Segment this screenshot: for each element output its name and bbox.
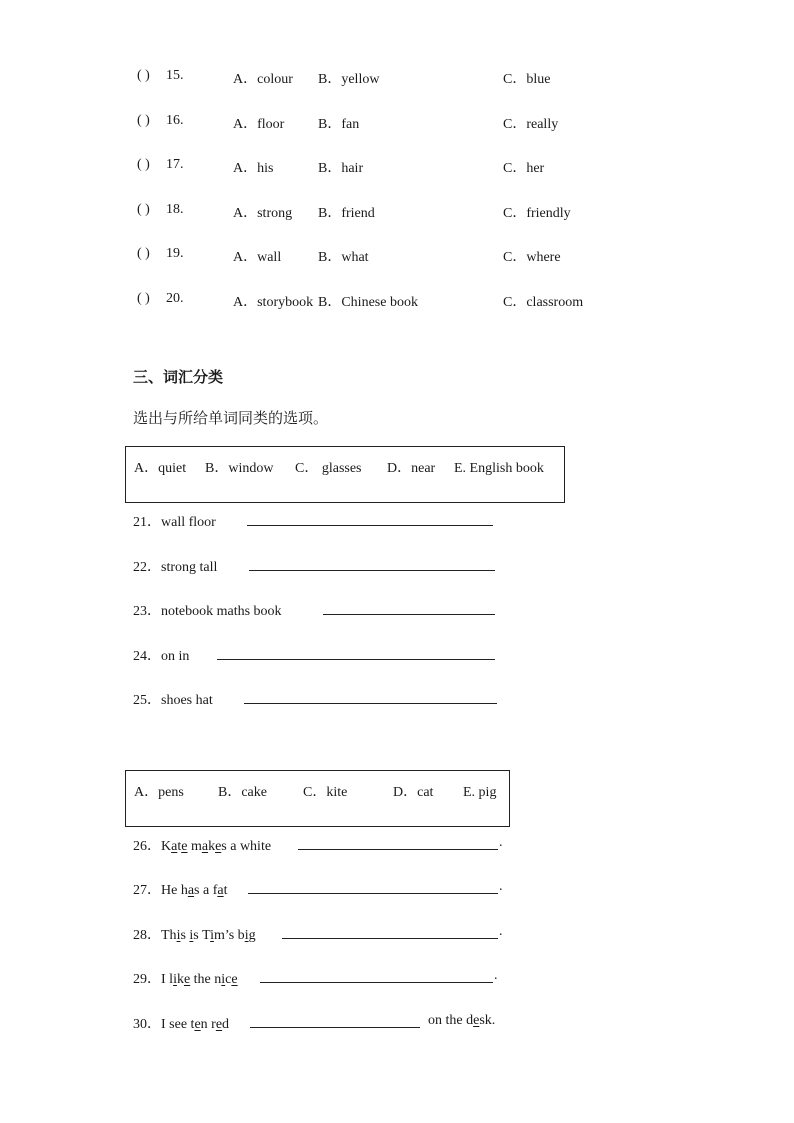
sentence-fragment: Th	[161, 928, 177, 943]
underlined-letter: a	[187, 883, 195, 898]
sentence-end: .	[494, 968, 498, 983]
question-text	[133, 835, 271, 855]
question-20	[0, 291, 794, 311]
answer-blank[interactable]	[244, 689, 497, 704]
underlined-letter: e	[473, 1013, 480, 1028]
option-a: A．his	[233, 161, 274, 176]
underlined-letter: a	[171, 839, 178, 854]
question-number: 19.	[166, 246, 184, 261]
option-a: A．colour	[233, 72, 293, 87]
question-number: 18.	[166, 202, 184, 217]
answer-blank[interactable]	[249, 556, 495, 571]
option-a: A．quiet	[134, 461, 187, 476]
question-number: 30．	[133, 1017, 161, 1032]
answer-paren[interactable]: ( )	[137, 68, 150, 83]
sentence-fragment: He h	[161, 883, 188, 898]
sentence-fragment: s T	[193, 928, 211, 943]
option-c: C．her	[503, 161, 545, 176]
option-c: C．really	[503, 117, 559, 132]
underlined-letter: e	[194, 1017, 201, 1032]
option-b: B．cake	[218, 785, 267, 800]
sentence-fragment: s a white	[221, 839, 272, 854]
option-c: C．kite	[303, 785, 348, 800]
sentence-fragment: t	[223, 883, 228, 898]
options-box-2	[125, 770, 510, 827]
answer-blank[interactable]	[217, 645, 495, 660]
sentence-fragment: on the d	[428, 1013, 474, 1028]
option-c: C． glasses	[295, 461, 362, 476]
underlined-letter: i	[221, 972, 226, 987]
question-text: 24．on in	[133, 649, 190, 664]
options-box-1	[125, 446, 565, 503]
question-number: 17.	[166, 157, 184, 172]
sentence-fragment: sk.	[479, 1013, 496, 1028]
option-c: C．where	[503, 250, 561, 265]
section-title: 三、词汇分类	[133, 368, 224, 386]
option-e: E. English book	[454, 461, 544, 476]
sentence-fragment: I see t	[161, 1017, 195, 1032]
question-number: 20.	[166, 291, 184, 306]
sentence-fragment: m	[187, 839, 202, 854]
sentence-end: .	[499, 835, 503, 850]
answer-blank[interactable]	[247, 511, 493, 526]
sentence-fragment: m’s b	[213, 928, 245, 943]
answer-blank[interactable]	[298, 835, 498, 850]
question-text: 23．notebook maths book	[133, 604, 282, 619]
question-16	[0, 113, 794, 133]
underlined-letter: e	[183, 972, 191, 987]
sentence-fragment: c	[225, 972, 232, 987]
question-number: 15.	[166, 68, 184, 83]
option-c: C．classroom	[503, 295, 584, 310]
underlined-letter: i	[210, 928, 214, 943]
question-17	[0, 157, 794, 177]
sentence-end: .	[499, 924, 503, 939]
answer-blank[interactable]	[260, 968, 493, 983]
question-text: 21．wall floor	[133, 515, 216, 530]
answer-blank[interactable]	[250, 1013, 420, 1028]
underlined-letter: i	[244, 928, 249, 943]
option-c: C．blue	[503, 72, 551, 87]
sentence-fragment: k	[208, 839, 216, 854]
question-text: 25．shoes hat	[133, 693, 213, 708]
option-b: B．friend	[318, 206, 375, 221]
question-18	[0, 202, 794, 222]
answer-paren[interactable]: ( )	[137, 246, 150, 261]
question-number: 16.	[166, 113, 184, 128]
sentence-fragment: I l	[161, 972, 174, 987]
option-b: B．hair	[318, 161, 364, 176]
sentence-end: .	[499, 879, 503, 894]
option-b: B．fan	[318, 117, 360, 132]
underlined-letter: e	[231, 972, 238, 987]
option-a: A．pens	[134, 785, 184, 800]
underlined-letter: i	[173, 972, 177, 987]
question-text	[133, 879, 227, 899]
question-number: 29．	[133, 972, 161, 987]
question-text	[133, 924, 256, 944]
answer-paren[interactable]: ( )	[137, 291, 150, 306]
underlined-letter: e	[181, 839, 188, 854]
sentence-fragment: t	[177, 839, 182, 854]
option-a: A．storybook	[233, 295, 314, 310]
question-number: 28．	[133, 928, 161, 943]
question-15	[0, 68, 794, 88]
option-b: B．window	[205, 461, 274, 476]
question-number: 27．	[133, 883, 161, 898]
option-e: E. pig	[463, 785, 497, 800]
sentence-fragment: d	[222, 1017, 230, 1032]
answer-paren[interactable]: ( )	[137, 202, 150, 217]
sentence-fragment: g	[248, 928, 256, 943]
question-text	[133, 968, 238, 988]
option-b: B．yellow	[318, 72, 380, 87]
underlined-letter: i	[189, 928, 194, 943]
option-a: A．wall	[233, 250, 282, 265]
underlined-letter: e	[215, 839, 222, 854]
sentence-fragment: the n	[190, 972, 222, 987]
sentence-fragment: n r	[200, 1017, 216, 1032]
option-a: A．strong	[233, 206, 293, 221]
answer-paren[interactable]: ( )	[137, 113, 150, 128]
sentence-fragment: K	[161, 839, 172, 854]
sentence-fragment: k	[176, 972, 184, 987]
sentence-fragment: s	[180, 928, 190, 943]
option-d: D．near	[387, 461, 436, 476]
option-b: B．Chinese book	[318, 295, 418, 310]
question-number: 26．	[133, 839, 161, 854]
answer-paren[interactable]: ( )	[137, 157, 150, 172]
question-text	[133, 1013, 229, 1033]
underlined-letter: a	[217, 883, 224, 898]
sentence-tail	[428, 1013, 495, 1029]
sentence-fragment: s a f	[194, 883, 218, 898]
section-instruction: 选出与所给单词同类的选项。	[133, 409, 329, 427]
answer-blank[interactable]	[323, 600, 495, 615]
answer-blank[interactable]	[282, 924, 498, 939]
option-b: B．what	[318, 250, 369, 265]
underlined-letter: i	[176, 928, 181, 943]
underlined-letter: a	[201, 839, 209, 854]
option-c: C．friendly	[503, 206, 571, 221]
question-19	[0, 246, 794, 266]
answer-blank[interactable]	[248, 879, 498, 894]
question-text: 22．strong tall	[133, 560, 218, 575]
option-d: D．cat	[393, 785, 434, 800]
underlined-letter: e	[215, 1017, 223, 1032]
option-a: A．floor	[233, 117, 285, 132]
